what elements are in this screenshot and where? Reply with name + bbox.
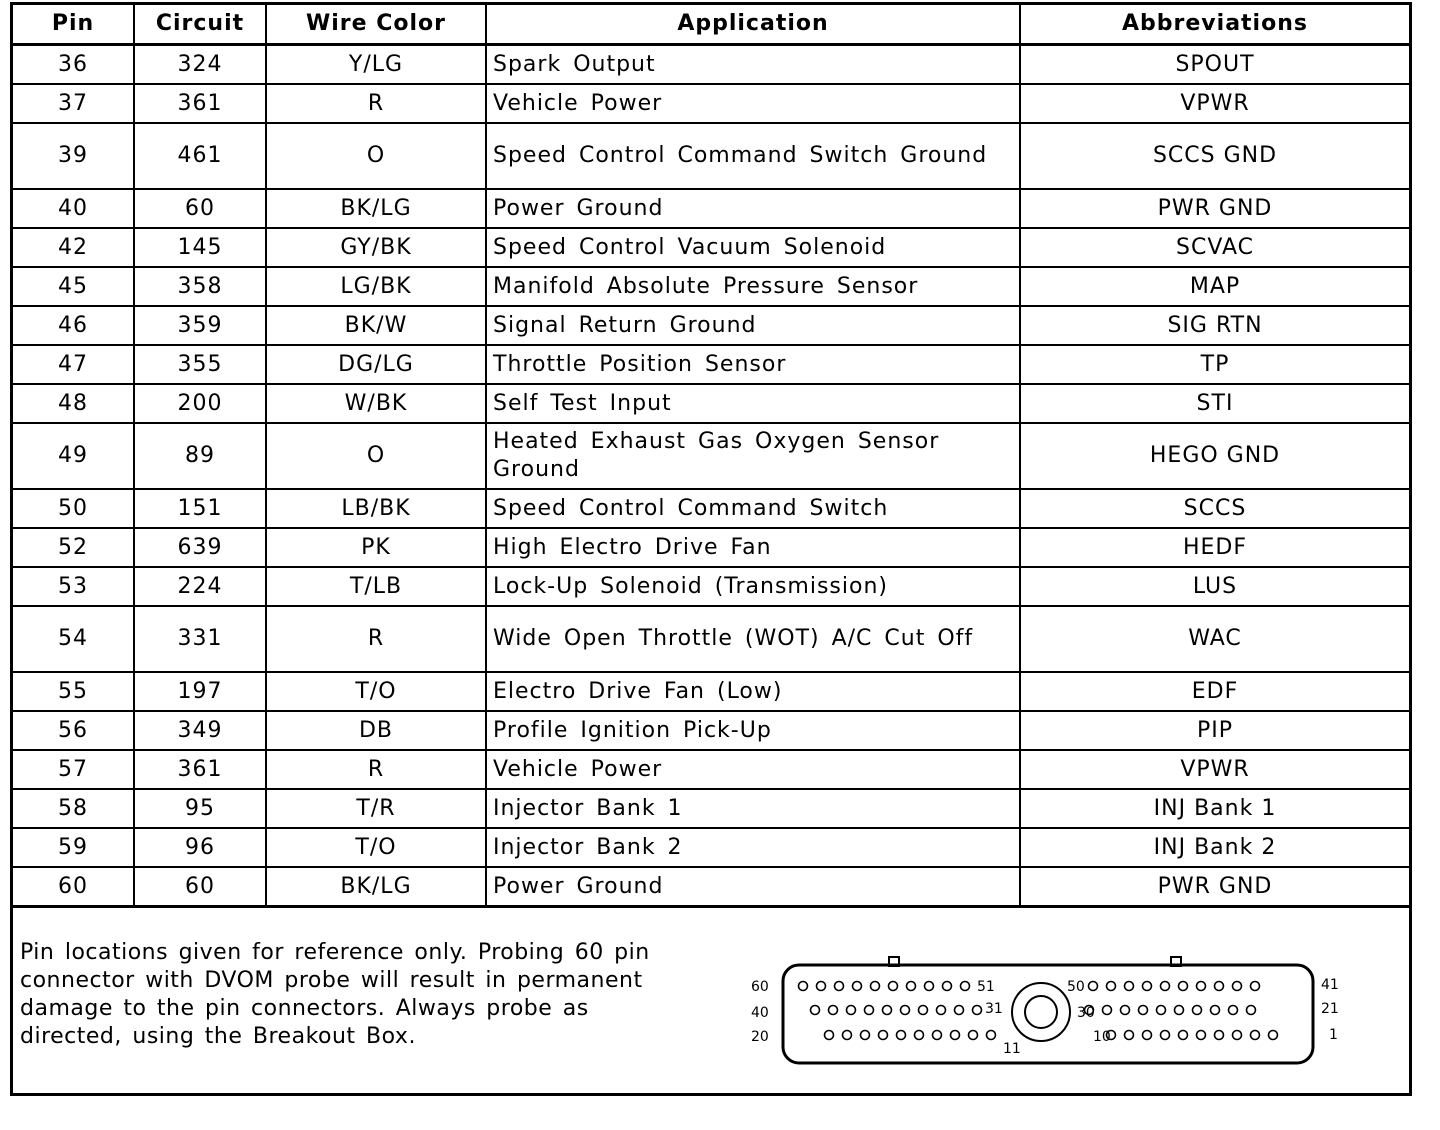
pin-hole — [1233, 982, 1242, 991]
pin-hole — [1139, 1006, 1148, 1015]
pin-hole — [1107, 982, 1116, 991]
pin-hole — [1161, 1031, 1170, 1040]
table-header-row — [13, 5, 1409, 45]
cell-pin: 48 — [13, 384, 134, 423]
pin-hole — [955, 1006, 964, 1015]
cell-wire-color: O — [266, 423, 486, 489]
cell-wire-color: LG/BK — [266, 267, 486, 306]
pin-hole — [879, 1031, 888, 1040]
cell-abbreviation: TP — [1020, 345, 1409, 384]
cell-application: Manifold Absolute Pressure Sensor — [486, 267, 1020, 306]
pinout-table — [13, 5, 1409, 908]
pin-hole — [1179, 982, 1188, 991]
pin-hole — [861, 1031, 870, 1040]
cell-application: Vehicle Power — [486, 750, 1020, 789]
pin-label-20: 20 — [751, 1029, 769, 1045]
cell-abbreviation: VPWR — [1020, 750, 1409, 789]
pin-hole — [1197, 1031, 1206, 1040]
header-application: Application — [486, 5, 1020, 45]
pin-hole — [1251, 982, 1260, 991]
cell-application: Spark Output — [486, 45, 1020, 85]
cell-abbreviation: WAC — [1020, 606, 1409, 672]
table-row — [13, 567, 1409, 606]
pin-holes — [799, 982, 1278, 1040]
pin-hole — [969, 1031, 978, 1040]
cell-abbreviation: SCCS — [1020, 489, 1409, 528]
cell-application: Power Ground — [486, 867, 1020, 907]
pin-hole — [1229, 1006, 1238, 1015]
cell-wire-color: BK/LG — [266, 189, 486, 228]
pin-hole — [1215, 982, 1224, 991]
cell-pin: 40 — [13, 189, 134, 228]
cell-pin: 52 — [13, 528, 134, 567]
pin-label-11: 11 — [1003, 1041, 1021, 1057]
cell-wire-color: T/R — [266, 789, 486, 828]
pin-hole — [1215, 1031, 1224, 1040]
cell-wire-color: BK/W — [266, 306, 486, 345]
cell-wire-color: R — [266, 750, 486, 789]
connector-key-inner — [1025, 996, 1057, 1028]
pin-hole — [1211, 1006, 1220, 1015]
cell-circuit: 361 — [134, 750, 266, 789]
pin-hole — [897, 1031, 906, 1040]
cell-circuit: 359 — [134, 306, 266, 345]
table-row — [13, 672, 1409, 711]
table-body — [13, 45, 1409, 907]
connector-diagram — [737, 941, 1357, 1071]
pin-hole — [1175, 1006, 1184, 1015]
header-abbreviations: Abbreviations — [1020, 5, 1409, 45]
table-row — [13, 267, 1409, 306]
cell-pin: 49 — [13, 423, 134, 489]
pin-hole — [847, 1006, 856, 1015]
cell-circuit: 361 — [134, 84, 266, 123]
cell-application: Speed Control Vacuum Solenoid — [486, 228, 1020, 267]
pin-label-21: 21 — [1321, 1001, 1339, 1017]
cell-abbreviation: PIP — [1020, 711, 1409, 750]
cell-wire-color: DB — [266, 711, 486, 750]
cell-pin: 37 — [13, 84, 134, 123]
pin-hole — [987, 1031, 996, 1040]
cell-application: Speed Control Command Switch — [486, 489, 1020, 528]
pin-label-50: 50 — [1067, 979, 1085, 995]
cell-circuit: 639 — [134, 528, 266, 567]
pin-hole — [901, 1006, 910, 1015]
pin-hole — [943, 982, 952, 991]
table-row — [13, 345, 1409, 384]
header-wire-color: Wire Color — [266, 5, 486, 45]
cell-wire-color: T/O — [266, 828, 486, 867]
table-row — [13, 750, 1409, 789]
pin-hole — [933, 1031, 942, 1040]
pin-hole — [1247, 1006, 1256, 1015]
cell-application: Wide Open Throttle (WOT) A/C Cut Off — [486, 606, 1020, 672]
pin-hole — [1089, 982, 1098, 991]
table-row — [13, 45, 1409, 85]
pin-label-31: 31 — [985, 1001, 1003, 1017]
pin-hole — [853, 982, 862, 991]
cell-pin: 47 — [13, 345, 134, 384]
pin-hole — [1157, 1006, 1166, 1015]
table-row — [13, 306, 1409, 345]
cell-circuit: 224 — [134, 567, 266, 606]
cell-abbreviation: STI — [1020, 384, 1409, 423]
table-row — [13, 828, 1409, 867]
pin-hole — [865, 1006, 874, 1015]
cell-wire-color: W/BK — [266, 384, 486, 423]
cell-pin: 57 — [13, 750, 134, 789]
connector-drawing — [737, 941, 1357, 1071]
pin-hole — [1121, 1006, 1130, 1015]
cell-application: Injector Bank 2 — [486, 828, 1020, 867]
cell-circuit: 151 — [134, 489, 266, 528]
cell-pin: 36 — [13, 45, 134, 85]
pin-hole — [1125, 1031, 1134, 1040]
cell-application: Speed Control Command Switch Ground — [486, 123, 1020, 189]
cell-abbreviation: SIG RTN — [1020, 306, 1409, 345]
pin-hole — [835, 982, 844, 991]
cell-wire-color: GY/BK — [266, 228, 486, 267]
cell-circuit: 60 — [134, 867, 266, 907]
cell-pin: 53 — [13, 567, 134, 606]
table-row — [13, 423, 1409, 489]
cell-wire-color: O — [266, 123, 486, 189]
pin-hole — [1193, 1006, 1202, 1015]
cell-abbreviation: PWR GND — [1020, 867, 1409, 907]
cell-wire-color: Y/LG — [266, 45, 486, 85]
cell-application: Self Test Input — [486, 384, 1020, 423]
cell-application: Power Ground — [486, 189, 1020, 228]
cell-abbreviation: EDF — [1020, 672, 1409, 711]
cell-wire-color: PK — [266, 528, 486, 567]
pin-hole — [889, 982, 898, 991]
cell-circuit: 358 — [134, 267, 266, 306]
cell-pin: 46 — [13, 306, 134, 345]
pin-hole — [1179, 1031, 1188, 1040]
cell-application: Heated Exhaust Gas Oxygen Sensor Ground — [486, 423, 1020, 489]
cell-abbreviation: LUS — [1020, 567, 1409, 606]
cell-abbreviation: SCVAC — [1020, 228, 1409, 267]
pin-hole — [883, 1006, 892, 1015]
table-row — [13, 789, 1409, 828]
pin-hole — [915, 1031, 924, 1040]
cell-abbreviation: HEGO GND — [1020, 423, 1409, 489]
connector-key-outer — [1012, 983, 1070, 1041]
pin-hole — [973, 1006, 982, 1015]
cell-pin: 54 — [13, 606, 134, 672]
cell-circuit: 331 — [134, 606, 266, 672]
pin-hole — [871, 982, 880, 991]
cell-application: High Electro Drive Fan — [486, 528, 1020, 567]
pin-hole — [1103, 1006, 1112, 1015]
pin-hole — [951, 1031, 960, 1040]
cell-application: Throttle Position Sensor — [486, 345, 1020, 384]
probe-warning-note: Pin locations given for reference only. Probing 60 pin connector with DVOM probe will result in permanent damage to the pin connectors. Always probe as directed, using the Breakout Box. — [20, 940, 650, 1049]
table-row — [13, 867, 1409, 907]
cell-abbreviation: MAP — [1020, 267, 1409, 306]
cell-pin: 50 — [13, 489, 134, 528]
cell-circuit: 60 — [134, 189, 266, 228]
cell-abbreviation: PWR GND — [1020, 189, 1409, 228]
cell-abbreviation: VPWR — [1020, 84, 1409, 123]
table-row — [13, 84, 1409, 123]
table-row — [13, 528, 1409, 567]
cell-application: Profile Ignition Pick-Up — [486, 711, 1020, 750]
pin-hole — [843, 1031, 852, 1040]
table-row — [13, 384, 1409, 423]
pin-label-40: 40 — [751, 1005, 769, 1021]
cell-circuit: 89 — [134, 423, 266, 489]
cell-pin: 56 — [13, 711, 134, 750]
cell-application: Lock-Up Solenoid (Transmission) — [486, 567, 1020, 606]
pinout-sheet — [10, 2, 1412, 1096]
cell-pin: 45 — [13, 267, 134, 306]
cell-circuit: 324 — [134, 45, 266, 85]
pin-label-1: 1 — [1329, 1027, 1338, 1043]
cell-pin: 58 — [13, 789, 134, 828]
cell-pin: 55 — [13, 672, 134, 711]
pin-hole — [907, 982, 916, 991]
cell-pin: 60 — [13, 867, 134, 907]
pin-label-60: 60 — [751, 979, 769, 995]
pin-hole — [961, 982, 970, 991]
pin-hole — [937, 1006, 946, 1015]
pin-hole — [1125, 982, 1134, 991]
table-row — [13, 489, 1409, 528]
header-circuit: Circuit — [134, 5, 266, 45]
cell-wire-color: LB/BK — [266, 489, 486, 528]
cell-abbreviation: INJ Bank 1 — [1020, 789, 1409, 828]
table-row — [13, 228, 1409, 267]
pin-hole — [1197, 982, 1206, 991]
pin-hole — [1233, 1031, 1242, 1040]
pin-label-10: 10 — [1093, 1029, 1111, 1045]
pin-hole — [1143, 1031, 1152, 1040]
pin-hole — [1143, 982, 1152, 991]
cell-circuit: 349 — [134, 711, 266, 750]
table-row — [13, 123, 1409, 189]
pin-hole — [1269, 1031, 1278, 1040]
table-row — [13, 189, 1409, 228]
cell-abbreviation: HEDF — [1020, 528, 1409, 567]
cell-application: Electro Drive Fan (Low) — [486, 672, 1020, 711]
cell-pin: 42 — [13, 228, 134, 267]
table-row — [13, 711, 1409, 750]
pin-hole — [799, 982, 808, 991]
cell-wire-color: R — [266, 606, 486, 672]
cell-abbreviation: SCCS GND — [1020, 123, 1409, 189]
cell-circuit: 200 — [134, 384, 266, 423]
cell-application: Vehicle Power — [486, 84, 1020, 123]
pin-hole — [829, 1006, 838, 1015]
pin-hole — [817, 982, 826, 991]
cell-pin: 39 — [13, 123, 134, 189]
pin-hole — [925, 982, 934, 991]
cell-circuit: 96 — [134, 828, 266, 867]
pin-hole — [1161, 982, 1170, 991]
cell-abbreviation: INJ Bank 2 — [1020, 828, 1409, 867]
cell-pin: 59 — [13, 828, 134, 867]
pin-hole — [919, 1006, 928, 1015]
cell-wire-color: T/LB — [266, 567, 486, 606]
pin-hole — [811, 1006, 820, 1015]
cell-application: Injector Bank 1 — [486, 789, 1020, 828]
cell-circuit: 95 — [134, 789, 266, 828]
pin-hole — [825, 1031, 834, 1040]
cell-wire-color: R — [266, 84, 486, 123]
pin-label-51: 51 — [977, 979, 995, 995]
pin-label-41: 41 — [1321, 977, 1339, 993]
cell-circuit: 461 — [134, 123, 266, 189]
pin-label-30: 30 — [1077, 1005, 1095, 1021]
cell-wire-color: DG/LG — [266, 345, 486, 384]
cell-wire-color: BK/LG — [266, 867, 486, 907]
cell-circuit: 355 — [134, 345, 266, 384]
header-pin: Pin — [13, 5, 134, 45]
cell-abbreviation: SPOUT — [1020, 45, 1409, 85]
cell-circuit: 145 — [134, 228, 266, 267]
cell-circuit: 197 — [134, 672, 266, 711]
cell-wire-color: T/O — [266, 672, 486, 711]
pin-hole — [1251, 1031, 1260, 1040]
cell-application: Signal Return Ground — [486, 306, 1020, 345]
table-row — [13, 606, 1409, 672]
